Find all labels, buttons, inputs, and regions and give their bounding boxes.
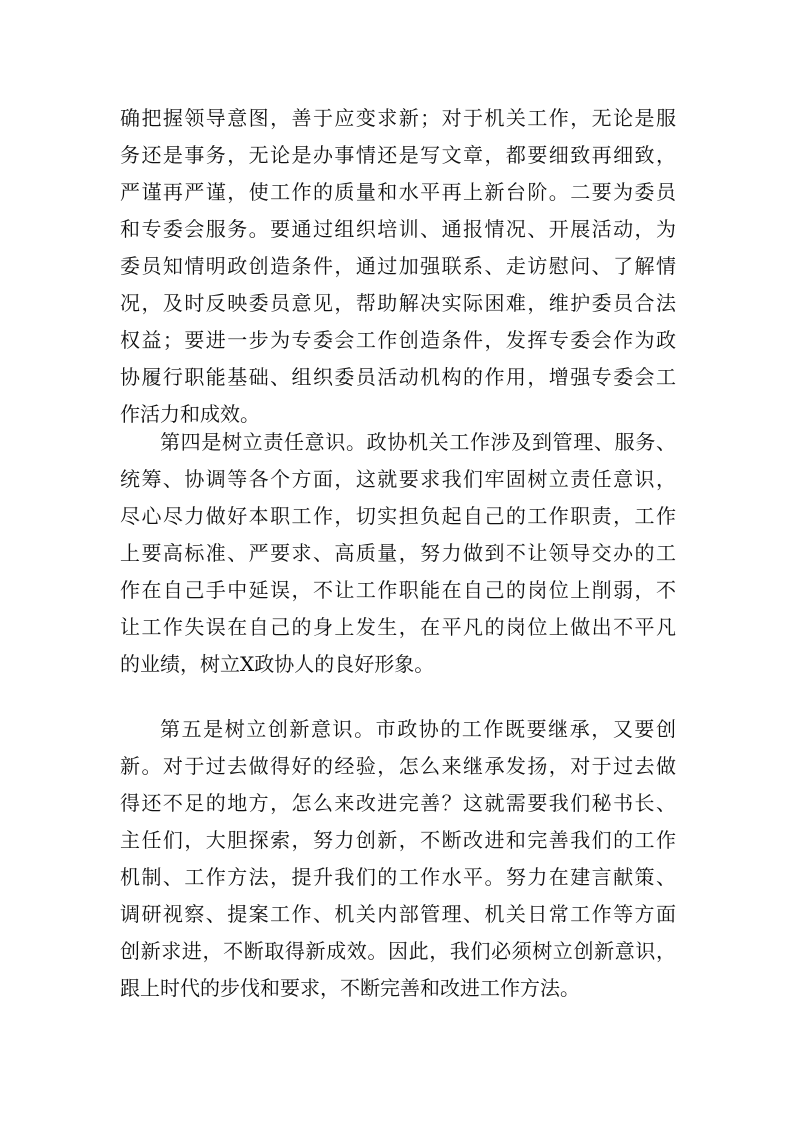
paragraph-line: 委员知情明政创造条件，通过加强联系、走访慰问、了解情: [120, 254, 676, 278]
paragraph-line: 创新求进，不断取得新成效。因此，我们必须树立创新意识，: [120, 939, 676, 963]
paragraph-line: 让工作失误在自己的身上发生，在平凡的岗位上做出不平凡: [120, 615, 676, 639]
paragraph-line: 作活力和成效。: [120, 402, 260, 426]
paragraph-line: 调研视察、提案工作、机关内部管理、机关日常工作等方面: [120, 902, 676, 926]
paragraph-1: [120, 100, 676, 433]
paragraph-line: 新。对于过去做得好的经验，怎么来继承发扬，对于过去做: [120, 754, 676, 778]
paragraph-line: 严谨再严谨，使工作的质量和水平再上新台阶。二要为委员: [120, 180, 676, 204]
paragraph-line: 况，及时反映委员意见，帮助解决实际困难，维护委员合法: [120, 291, 676, 315]
paragraph-line: 统筹、协调等各个方面，这就要求我们牢固树立责任意识，: [120, 467, 676, 491]
paragraph-line: 务还是事务，无论是办事情还是写文章，都要细致再细致，: [120, 143, 676, 167]
paragraph-line: 上要高标准、严要求、高质量，努力做到不让领导交办的工: [120, 541, 676, 565]
paragraph-2: [120, 424, 676, 683]
paragraph-line: 的业绩，树立X政协人的良好形象。: [120, 652, 435, 676]
paragraph-line: 作在自己手中延误，不让工作职能在自己的岗位上削弱，不: [120, 578, 676, 602]
paragraph-line: 主任们，大胆探索，努力创新，不断改进和完善我们的工作: [120, 828, 676, 852]
paragraph-line: 得还不足的地方，怎么来改进完善？这就需要我们秘书长、: [120, 791, 676, 815]
paragraph-line: 协履行职能基础、组织委员活动机构的作用，增强专委会工: [120, 365, 676, 389]
paragraph-line: 第五是树立创新意识。市政协的工作既要继承，又要创: [160, 717, 676, 741]
paragraph-line: 确把握领导意图，善于应变求新；对于机关工作，无论是服: [120, 106, 676, 130]
paragraph-line: 权益；要进一步为专委会工作创造条件，发挥专委会作为政: [120, 328, 676, 352]
paragraph-3: [120, 711, 676, 1007]
paragraph-line: 第四是树立责任意识。政协机关工作涉及到管理、服务、: [160, 430, 676, 454]
paragraph-line: 尽心尽力做好本职工作，切实担负起自己的工作职责，工作: [120, 504, 676, 528]
paragraph-line: 跟上时代的步伐和要求，不断完善和改进工作方法。: [120, 976, 580, 1000]
paragraph-line: 机制、工作方法，提升我们的工作水平。努力在建言献策、: [120, 865, 676, 889]
paragraph-line: 和专委会服务。要通过组织培训、通报情况、开展活动，为: [120, 217, 676, 241]
